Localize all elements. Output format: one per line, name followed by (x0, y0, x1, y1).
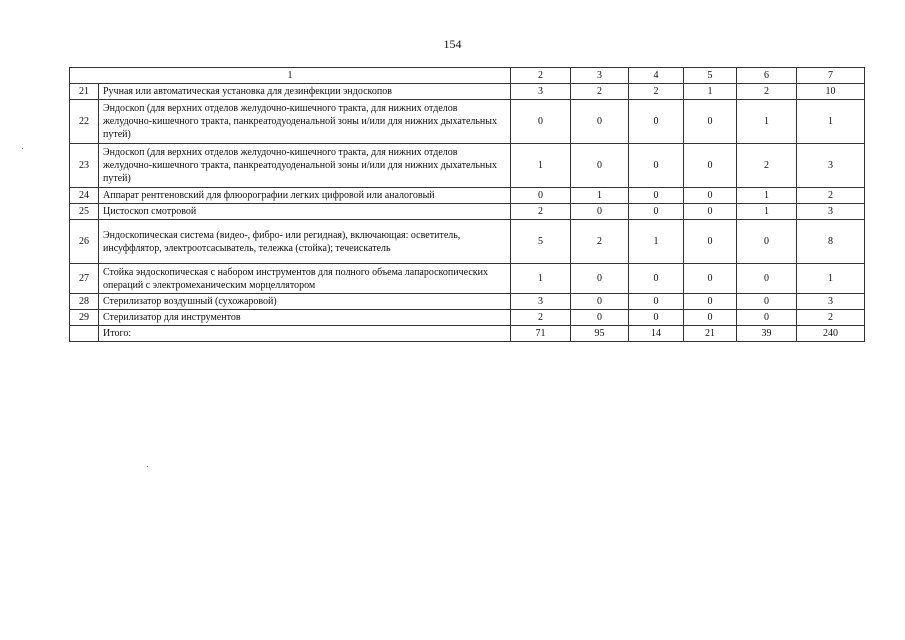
value-cell: 3 (797, 294, 865, 310)
table-row (70, 144, 865, 188)
value-cell: 0 (511, 100, 571, 144)
value-cell: 1 (629, 220, 684, 264)
table-row (70, 294, 865, 310)
item-name: Стойка эндоскопическая с набором инструментов для полного объема лапароскопических операций с электромеханическим морцеллятором (99, 264, 511, 294)
value-cell: 10 (797, 84, 865, 100)
value-cell: 0 (571, 310, 629, 326)
value-cell: 0 (737, 264, 797, 294)
total-value: 240 (797, 326, 865, 342)
row-number: 22 (70, 100, 99, 144)
value-cell: 3 (797, 144, 865, 188)
value-cell: 2 (511, 204, 571, 220)
value-cell: 8 (797, 220, 865, 264)
item-name: Стерилизатор для инструментов (99, 310, 511, 326)
value-cell: 1 (684, 84, 737, 100)
value-cell: 0 (511, 188, 571, 204)
row-number: 26 (70, 220, 99, 264)
value-cell: 2 (571, 84, 629, 100)
value-cell: 0 (737, 310, 797, 326)
header-cell: 3 (571, 68, 629, 84)
item-name: Эндоскопическая система (видео-, фибро- или регидная), включающая: осветитель, инсуффлятор, электроотсасыватель, тележка (стойка); течеискатель (99, 220, 511, 264)
value-cell: 1 (511, 144, 571, 188)
table-row (70, 100, 865, 144)
value-cell: 3 (511, 84, 571, 100)
header-cell: 4 (629, 68, 684, 84)
total-value: 95 (571, 326, 629, 342)
value-cell: 2 (511, 310, 571, 326)
value-cell: 3 (511, 294, 571, 310)
item-name: Эндоскоп (для верхних отделов желудочно-кишечного тракта, для нижних отделов желудочно-кишечного тракта, панкреатодуоденальной зоны и/или для нижних дыхательных путей) (99, 144, 511, 188)
value-cell: 0 (684, 188, 737, 204)
value-cell: 0 (629, 310, 684, 326)
row-number: 27 (70, 264, 99, 294)
total-value: 71 (511, 326, 571, 342)
scan-speck (147, 466, 148, 467)
table-row (70, 84, 865, 100)
value-cell: 0 (571, 204, 629, 220)
value-cell: 0 (629, 264, 684, 294)
header-cell: 1 (70, 68, 511, 84)
value-cell: 0 (684, 100, 737, 144)
table-row (70, 204, 865, 220)
value-cell: 0 (629, 204, 684, 220)
value-cell: 0 (629, 144, 684, 188)
total-value: 14 (629, 326, 684, 342)
value-cell: 1 (737, 204, 797, 220)
row-number: 21 (70, 84, 99, 100)
value-cell: 0 (629, 294, 684, 310)
equipment-table (69, 67, 865, 342)
item-name: Цистоскоп смотровой (99, 204, 511, 220)
scan-speck (22, 148, 23, 149)
empty-cell (70, 326, 99, 342)
item-name: Аппарат рентгеновский для флюорографии легких цифровой или аналоговый (99, 188, 511, 204)
value-cell: 1 (571, 188, 629, 204)
item-name: Стерилизатор воздушный (сухожаровой) (99, 294, 511, 310)
table-row (70, 264, 865, 294)
value-cell: 1 (737, 100, 797, 144)
header-cell: 7 (797, 68, 865, 84)
value-cell: 0 (571, 294, 629, 310)
value-cell: 2 (797, 188, 865, 204)
total-label: Итого: (99, 326, 511, 342)
value-cell: 2 (737, 144, 797, 188)
row-number: 28 (70, 294, 99, 310)
total-row (70, 326, 865, 342)
header-cell: 2 (511, 68, 571, 84)
value-cell: 0 (684, 204, 737, 220)
value-cell: 1 (797, 264, 865, 294)
total-value: 39 (737, 326, 797, 342)
value-cell: 0 (571, 100, 629, 144)
item-name: Ручная или автоматическая установка для дезинфекции эндоскопов (99, 84, 511, 100)
value-cell: 0 (684, 294, 737, 310)
row-number: 25 (70, 204, 99, 220)
value-cell: 0 (684, 144, 737, 188)
table-header-row (70, 68, 865, 84)
value-cell: 1 (511, 264, 571, 294)
row-number: 24 (70, 188, 99, 204)
value-cell: 0 (684, 310, 737, 326)
value-cell: 0 (571, 264, 629, 294)
value-cell: 2 (737, 84, 797, 100)
value-cell: 2 (571, 220, 629, 264)
value-cell: 1 (797, 100, 865, 144)
total-value: 21 (684, 326, 737, 342)
value-cell: 0 (571, 144, 629, 188)
table-row (70, 310, 865, 326)
value-cell: 0 (684, 264, 737, 294)
table-row (70, 220, 865, 264)
header-cell: 6 (737, 68, 797, 84)
page-number: 154 (443, 37, 462, 51)
value-cell: 0 (737, 220, 797, 264)
table-row (70, 188, 865, 204)
value-cell: 2 (797, 310, 865, 326)
value-cell: 3 (797, 204, 865, 220)
value-cell: 1 (737, 188, 797, 204)
value-cell: 5 (511, 220, 571, 264)
header-cell: 5 (684, 68, 737, 84)
value-cell: 2 (629, 84, 684, 100)
value-cell: 0 (629, 100, 684, 144)
row-number: 23 (70, 144, 99, 188)
item-name: Эндоскоп (для верхних отделов желудочно-кишечного тракта, для нижних отделов желудочно-кишечного тракта, панкреатодуоденальной зоны и/или для нижних дыхательных путей) (99, 100, 511, 144)
row-number: 29 (70, 310, 99, 326)
value-cell: 0 (737, 294, 797, 310)
value-cell: 0 (629, 188, 684, 204)
value-cell: 0 (684, 220, 737, 264)
